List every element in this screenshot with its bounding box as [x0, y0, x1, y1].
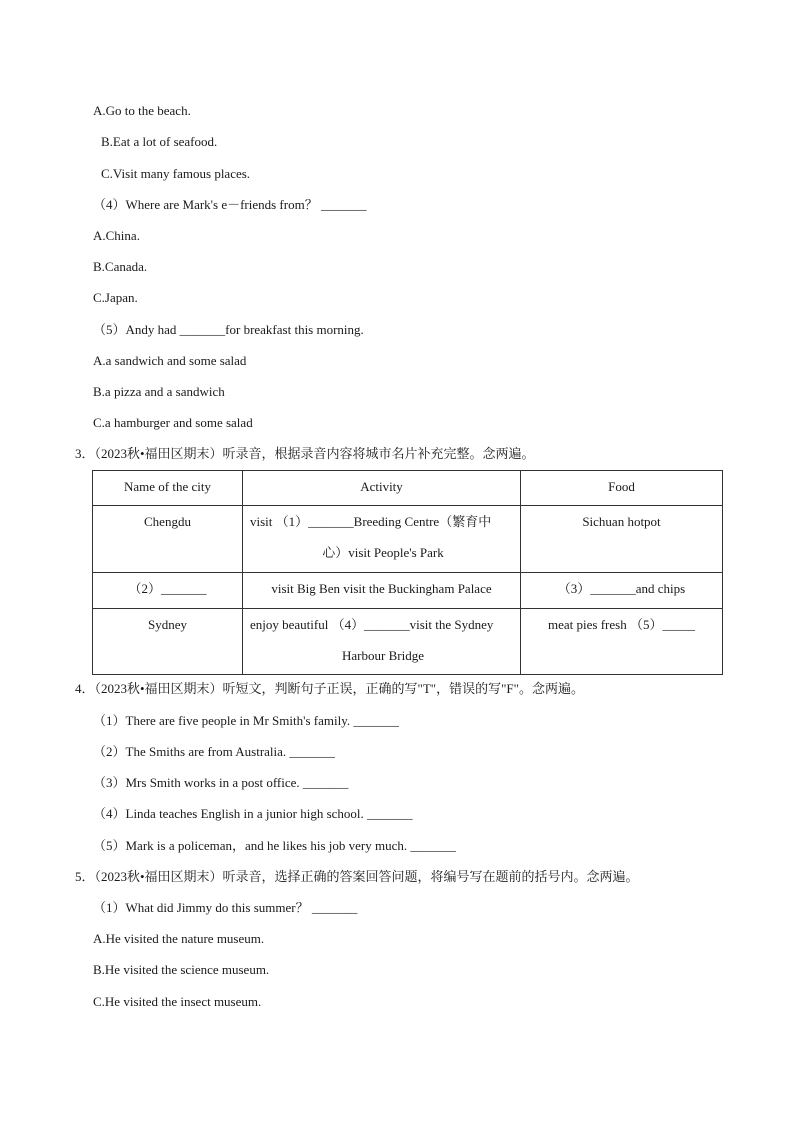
table-header: Activity	[243, 471, 521, 506]
question-stem: （5）Andy had _______for breakfast this morning.	[93, 322, 364, 337]
option-c: C.He visited the insect museum.	[93, 994, 262, 1009]
table-cell	[243, 609, 521, 675]
table-row	[93, 573, 723, 609]
table-row	[93, 609, 723, 675]
table-cell: （2）_______	[93, 573, 243, 609]
table-header: Food	[521, 471, 723, 506]
list-item: （2）The Smiths are from Australia. _______	[93, 744, 335, 759]
question-stem: （1）What did Jimmy do this summer？ _______	[93, 900, 358, 915]
cell-line: Harbour Bridge	[342, 648, 424, 663]
option-a: A.China.	[93, 228, 140, 243]
list-item: （4）Linda teaches English in a junior high school. _______	[93, 806, 413, 821]
table-cell: meat pies fresh （5）_____	[521, 609, 723, 675]
cell-line: visit （1）_______Breeding Centre（繁育中	[250, 514, 492, 529]
table-cell: Sichuan hotpot	[521, 506, 723, 573]
list-item: （1）There are five people in Mr Smith's family. _______	[93, 713, 399, 728]
option-c: C.a hamburger and some salad	[93, 415, 253, 430]
option-b: B.Canada.	[93, 259, 148, 274]
option-c: C.Japan.	[93, 290, 138, 305]
list-item: （3）Mrs Smith works in a post office. _______	[93, 775, 349, 790]
option-b: B.a pizza and a sandwich	[93, 384, 225, 399]
option-b: B.Eat a lot of seafood.	[101, 134, 218, 149]
table-cell: （3）_______and chips	[521, 573, 723, 609]
table-cell: Sydney	[93, 609, 243, 675]
question-4-title: 4．（2023秋•福田区期末）听短文，判断句子正误，正确的写"T"，错误的写"F"。念两遍。	[75, 681, 584, 696]
table-header: Name of the city	[93, 471, 243, 506]
table-cell: visit Big Ben visit the Buckingham Palace	[243, 573, 521, 609]
option-a: A.He visited the nature museum.	[93, 931, 265, 946]
option-a: A.a sandwich and some salad	[93, 353, 247, 368]
cell-line: enjoy beautiful （4）_______visit the Sydney	[250, 617, 494, 632]
table-cell	[243, 506, 521, 573]
question-5-title: 5．（2023秋•福田区期末）听录音，选择正确的答案回答问题，将编号写在题前的括号内。念两遍。	[75, 869, 639, 884]
option-c: C.Visit many famous places.	[101, 166, 251, 181]
table-row	[93, 506, 723, 573]
question-stem: （4）Where are Mark's e－friends from？ _______	[93, 197, 367, 212]
table-cell: Chengdu	[93, 506, 243, 573]
list-item: （5）Mark is a policeman，and he likes his job very much. _______	[93, 838, 456, 853]
option-a: A.Go to the beach.	[93, 103, 191, 118]
city-card-table	[92, 470, 723, 675]
question-3-title: 3．（2023秋•福田区期末）听录音，根据录音内容将城市名片补充完整。念两遍。	[75, 446, 535, 461]
cell-line: 心）visit People's Park	[322, 545, 444, 560]
option-b: B.He visited the science museum.	[93, 962, 270, 977]
